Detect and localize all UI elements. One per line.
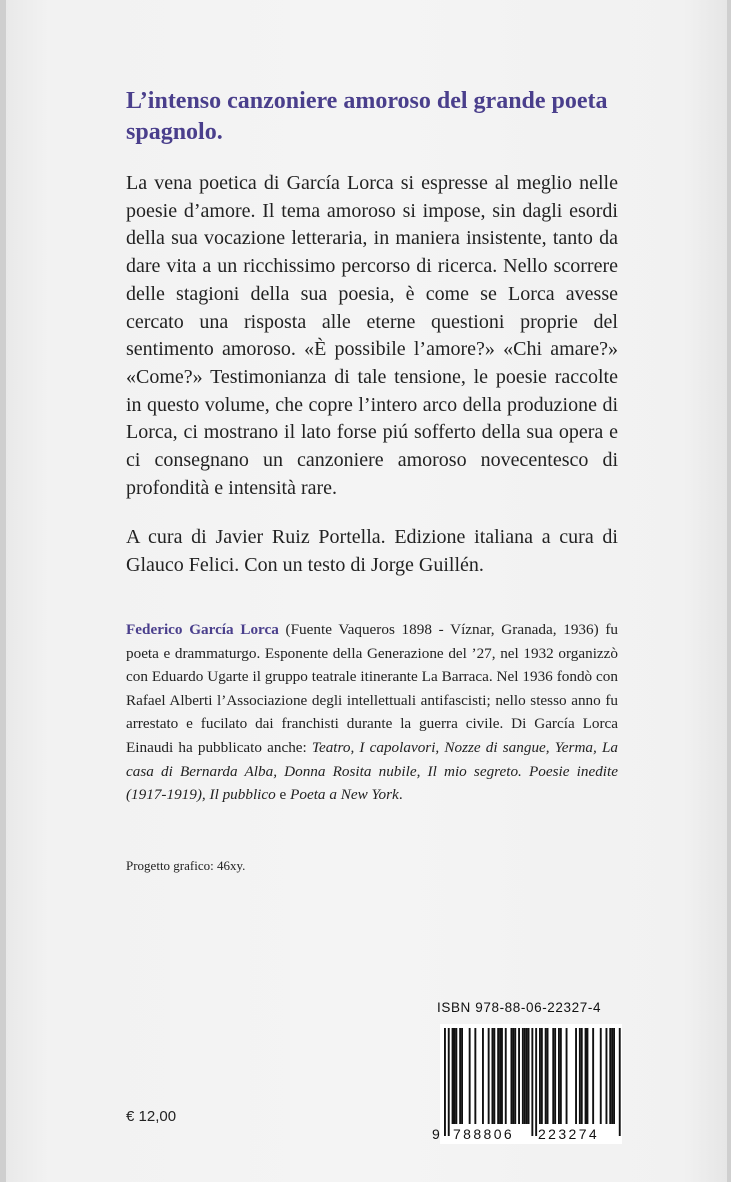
- barcode-bar: [455, 1028, 457, 1124]
- author-bio: [126, 618, 618, 807]
- barcode-bar: [587, 1028, 589, 1124]
- blurb-paragraph: La vena poetica di García Lorca si espresse al meglio nelle poesie d’amore. Il tema amoroso si impose, sin dagli esordi della sua vocazione letteraria, in maniera insistente, tanto da dare vita a un ricchissimo percorso di ricerca. Nello scorrere delle stagioni della sua poesia, è come se Lorca avesse cercato una risposta alle eterne questioni proprie del sentimento amoroso. «È possibile l’amore?» «Chi amare?» «Come?» Testimonianza di tale tensione, le poesie raccolte in questo volume, che copre l’intero arco della produzione di Lorca, ci mostrano il lato forse piú sofferto della sua opera e ci consegnano un canzoniere amoroso novecentesco di profondità e intensità rare.: [126, 172, 618, 499]
- barcode-bar: [592, 1028, 594, 1124]
- barcode-left-digits: 788806: [453, 1126, 515, 1142]
- barcode-bar: [526, 1028, 528, 1124]
- barcode-bar: [482, 1028, 484, 1124]
- barcode: [426, 1024, 622, 1144]
- barcode-bar: [474, 1028, 476, 1124]
- barcode-bar: [459, 1028, 461, 1124]
- barcode-bar: [512, 1028, 514, 1124]
- barcode-bar: [547, 1028, 549, 1124]
- barcode-bar: [499, 1028, 501, 1124]
- barcode-bar: [600, 1028, 602, 1124]
- price: € 12,00: [126, 1108, 177, 1125]
- bio-connector: e: [275, 786, 291, 804]
- barcode-bar: [611, 1028, 613, 1124]
- bio-title-last: Poeta a New York: [290, 786, 399, 804]
- barcode-bar: [511, 1028, 513, 1124]
- barcode-first-digit: 9: [432, 1126, 440, 1142]
- barcode-bar: [452, 1028, 454, 1124]
- barcode-bar: [531, 1028, 533, 1136]
- barcode-bar: [554, 1028, 556, 1124]
- bio-text: (Fuente Vaqueros 1898 - Víznar, Granada, 1936) fu poeta e drammaturgo. Esponente della Generazione del ’27, nel 1932 organizzò con Eduardo Ugarte il gruppo teatrale itinerante La Barraca. Nel 1936 fondò con Rafael Alberti l’Associazione degli intellettuali antifascisti; nello stesso anno fu arrestato e fucilato dai franchisti durante la guerra civile. Di García Lorca Einaudi ha pubblicato anche:: [126, 621, 618, 756]
- bio-end: .: [398, 786, 403, 804]
- barcode-bar: [444, 1028, 446, 1136]
- barcode-bar: [497, 1028, 499, 1124]
- barcode-bar: [585, 1028, 587, 1124]
- barcode-right-digits: 223274: [538, 1126, 600, 1142]
- editor-credits: A cura di Javier Ruiz Portella. Edizione italiana a cura di Glauco Felici. Con un testo di Jorge Guillén.: [126, 526, 618, 577]
- barcode-bar: [535, 1028, 537, 1136]
- barcode-bar: [454, 1028, 456, 1124]
- barcode-bar: [579, 1028, 581, 1124]
- barcode-bar: [461, 1028, 463, 1124]
- barcode-bar: [518, 1028, 520, 1124]
- barcode-bar: [488, 1028, 490, 1124]
- headline: L’intenso canzoniere amoroso del grande poeta spagnolo.: [126, 88, 608, 145]
- barcode-bar: [606, 1028, 608, 1124]
- barcode-bar: [613, 1028, 615, 1124]
- barcode-bar: [566, 1028, 568, 1124]
- design-credit: Progetto grafico: 46xy.: [126, 858, 246, 873]
- barcode-bar: [581, 1028, 583, 1124]
- barcode-bar: [448, 1028, 450, 1136]
- barcode-bar: [539, 1028, 541, 1124]
- barcode-bar: [619, 1028, 621, 1136]
- barcode-bar: [505, 1028, 507, 1124]
- barcode-bar: [575, 1028, 577, 1124]
- barcode-bar: [528, 1028, 530, 1124]
- barcode-bar: [545, 1028, 547, 1124]
- barcode-bar: [560, 1028, 562, 1124]
- barcode-bar: [609, 1028, 611, 1124]
- barcode-bar: [552, 1028, 554, 1124]
- barcode-bar: [558, 1028, 560, 1124]
- barcode-bar: [469, 1028, 471, 1124]
- author-name: Federico García Lorca: [126, 621, 279, 638]
- barcode-bar: [492, 1028, 494, 1124]
- barcode-bar: [514, 1028, 516, 1124]
- barcode-bar: [493, 1028, 495, 1124]
- barcode-bar: [541, 1028, 543, 1124]
- barcode-bar: [522, 1028, 524, 1124]
- isbn-label: ISBN 978-88-06-22327-4: [437, 1000, 602, 1015]
- barcode-bar: [524, 1028, 526, 1124]
- blurb: [126, 170, 618, 580]
- barcode-bar: [501, 1028, 503, 1124]
- book-back-cover: [6, 0, 727, 1182]
- bio-titles: Teatro, I capolavori, Nozze di sangue, Yerma, La casa di Bernarda Alba, Donna Rosita nubile, Il mio segreto. Poesie inedite (1917-1919), Il pubblico: [126, 738, 618, 804]
